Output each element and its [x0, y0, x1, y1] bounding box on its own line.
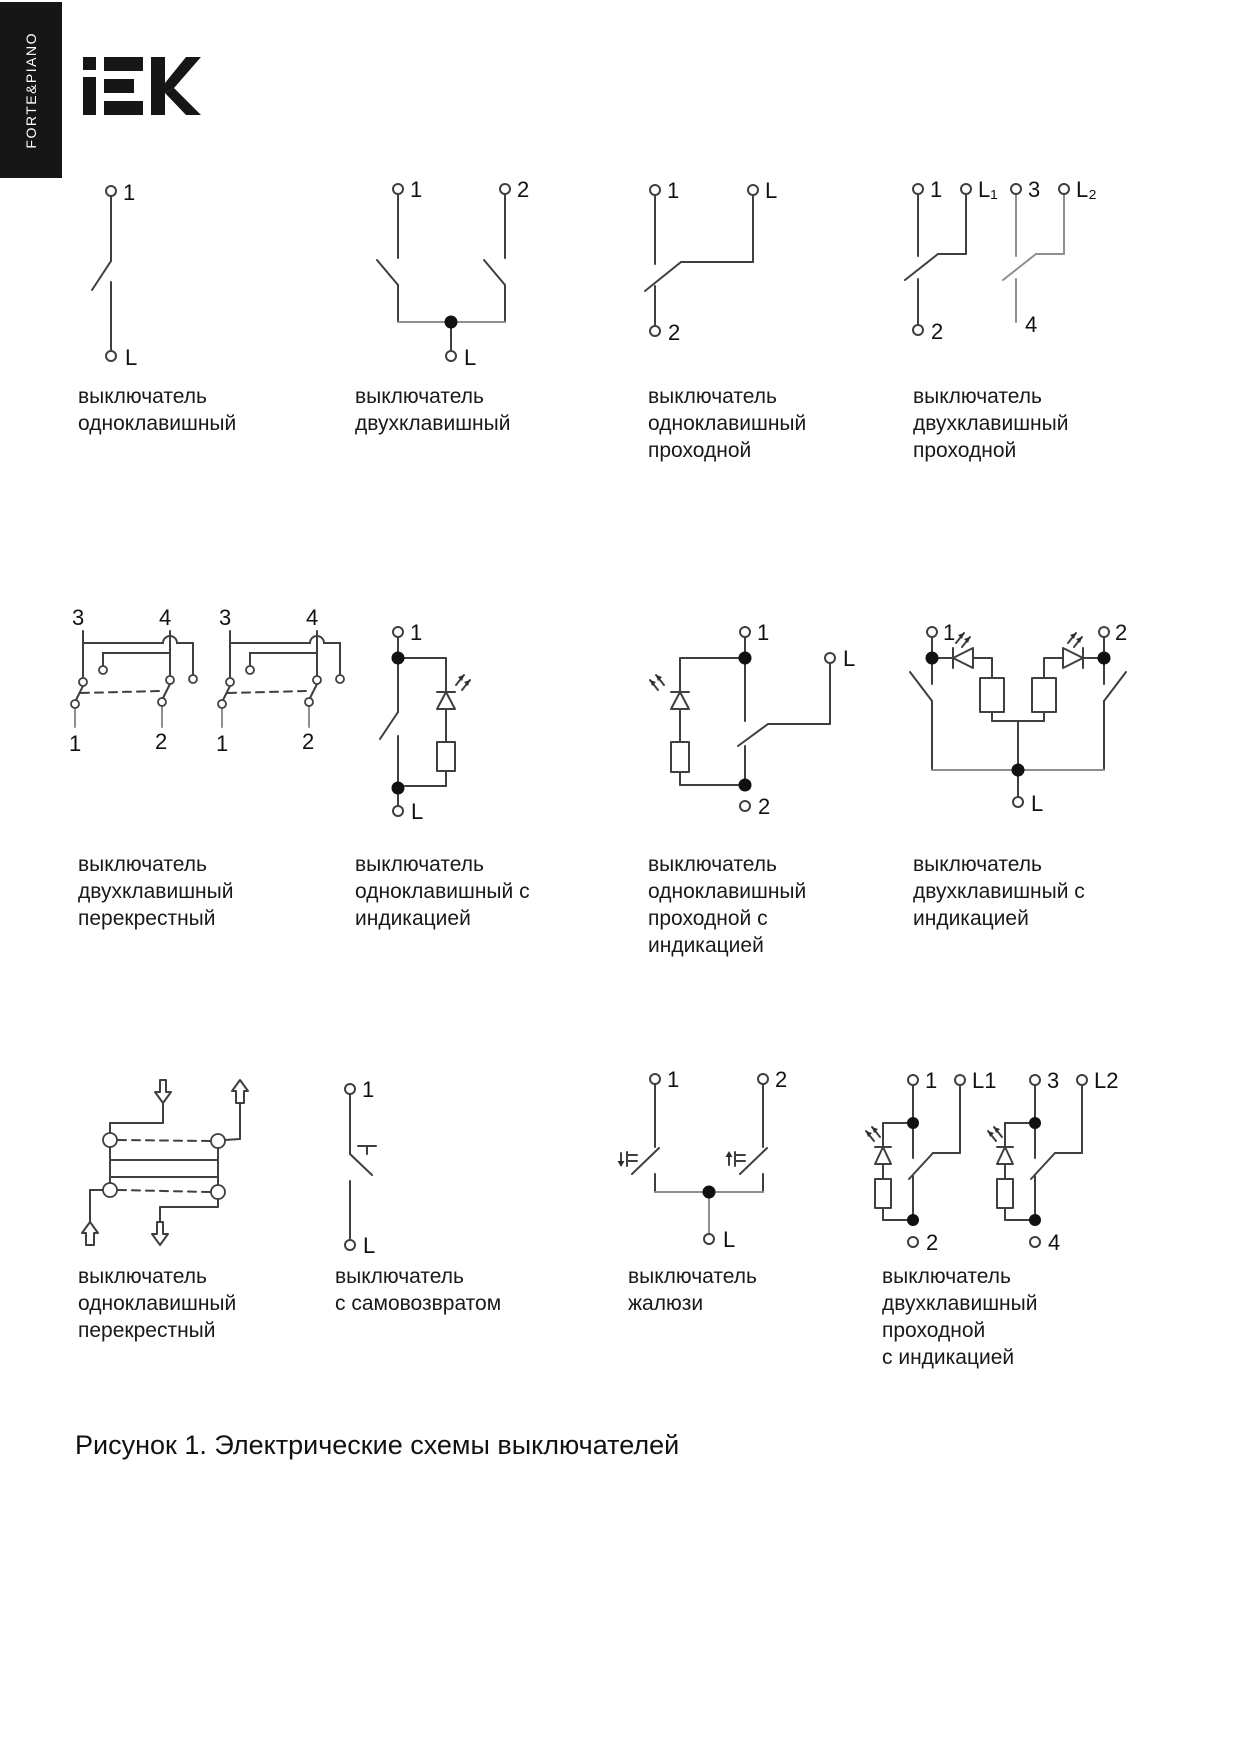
- crossover-unit: [216, 605, 344, 756]
- contact-circle: [305, 698, 313, 706]
- momentary-switch-schematic: [310, 1055, 480, 1260]
- blinds-switch-schematic: [560, 1055, 800, 1255]
- terminal-circle: [927, 627, 937, 637]
- contact-circle: [189, 675, 197, 683]
- terminal-circle: [913, 184, 923, 194]
- label-line: выключатель: [355, 853, 484, 876]
- terminal-circle: [393, 184, 403, 194]
- diagram-label-single-indicator: [355, 851, 530, 932]
- circuit-single-switch-indicator: [335, 615, 505, 832]
- circuit-double-switch-intermediate: [60, 603, 350, 766]
- label-line: с индикацией: [882, 1346, 1015, 1369]
- terminal-label: 3: [219, 605, 232, 630]
- resistor-icon: [1032, 678, 1056, 712]
- label-line: индикацией: [648, 934, 764, 957]
- terminal-circle: [500, 184, 510, 194]
- crossover-unit: [69, 605, 197, 756]
- terminal-circle: [1013, 797, 1023, 807]
- terminal-label: 1: [216, 731, 229, 756]
- terminal-label: L: [464, 345, 477, 370]
- terminal-label: 1: [667, 1067, 680, 1092]
- diagram-label-blinds: [628, 1263, 757, 1317]
- junction-dot: [739, 779, 752, 792]
- wires: [1005, 1085, 1082, 1220]
- two-way-indicator-unit: [988, 1068, 1118, 1255]
- led-icon: [650, 675, 689, 709]
- resistor-icon: [875, 1179, 891, 1208]
- circuit-momentary-switch: [310, 1055, 480, 1265]
- contact-circle: [103, 1183, 117, 1197]
- contact-circle: [211, 1134, 225, 1148]
- terminal-circle: [106, 186, 116, 196]
- contact-circle: [166, 676, 174, 684]
- resistor-icon: [997, 1179, 1013, 1208]
- terminal-label: 2: [775, 1067, 788, 1092]
- label-line: перекрестный: [78, 907, 216, 930]
- label-line: проходной с: [648, 907, 768, 930]
- single-switch-intermediate-schematic: [65, 1055, 315, 1260]
- terminal-label: 2: [926, 1230, 939, 1255]
- junction-dot: [392, 652, 405, 665]
- label-line: проходной: [882, 1319, 986, 1342]
- terminal-circle: [1059, 184, 1069, 194]
- terminal-label: L2: [1094, 1068, 1119, 1093]
- double-switch-two-way-indicator-schematic: [795, 1055, 1140, 1260]
- terminal-label: 1: [410, 620, 423, 645]
- wires: [350, 1094, 376, 1239]
- terminal-circle: [740, 627, 750, 637]
- label-line: одноклавишный: [648, 412, 807, 435]
- resistor-icon: [980, 678, 1004, 712]
- terminal-label: 2: [668, 320, 681, 345]
- label-line: одноклавишный: [78, 412, 237, 435]
- resistor-icon: [671, 742, 689, 772]
- terminal-label: 2: [155, 729, 168, 754]
- terminal-label: 1: [410, 177, 423, 202]
- circuit-double-switch-indicator: [810, 600, 1140, 837]
- diagram-label-double-switch: [355, 383, 510, 437]
- contact-circle: [226, 678, 234, 686]
- brand-logo: [83, 57, 201, 120]
- diagram-label-single-two-way-indicator: [648, 851, 806, 959]
- terminal-label: L: [1031, 791, 1044, 816]
- label-line: индикацией: [355, 907, 471, 930]
- label-line: проходной: [648, 439, 752, 462]
- double-switch-two-way-schematic: [810, 160, 1150, 375]
- label-line: выключатель: [78, 853, 207, 876]
- blinds-down-mark: [618, 1152, 638, 1167]
- terminal-circle: [106, 351, 116, 361]
- label-line: с самовозвратом: [335, 1292, 502, 1315]
- contact-circle: [71, 700, 79, 708]
- terminal-label: L: [363, 1233, 376, 1258]
- diagram-label-single-intermediate: [78, 1263, 236, 1344]
- arrow-down-icon: [152, 1222, 168, 1245]
- wires: [377, 194, 505, 350]
- junction-dot: [392, 782, 405, 795]
- junction-dot: [907, 1117, 919, 1129]
- terminal-circle: [650, 185, 660, 195]
- led-icon: [1063, 633, 1083, 668]
- series-label: FORTE&PIANO: [23, 31, 39, 149]
- label-line: выключатель: [78, 1265, 207, 1288]
- iek-logo-icon: [83, 57, 201, 115]
- figure-caption: Рисунок 1. Электрические схемы выключателей: [75, 1430, 680, 1460]
- terminal-label: 4: [159, 605, 172, 630]
- wires: [680, 637, 830, 785]
- junction-dot: [1029, 1117, 1041, 1129]
- junction-dot: [926, 652, 939, 665]
- terminal-label: 4: [306, 605, 319, 630]
- terminal-circle: [446, 351, 456, 361]
- diagram-label-single-switch: [78, 383, 236, 437]
- label-line: двухклавишный: [78, 880, 234, 903]
- label-line: выключатель: [648, 853, 777, 876]
- terminal-label: 2: [517, 177, 530, 202]
- label-line: выключатель: [882, 1265, 1011, 1288]
- terminal-label: 2: [931, 319, 944, 344]
- label-line: двухклавишный: [913, 412, 1069, 435]
- diagram-label-double-intermediate: [78, 851, 233, 932]
- junction-dot: [1098, 652, 1111, 665]
- contact-circle: [211, 1185, 225, 1199]
- contact-circle: [79, 678, 87, 686]
- circuit-single-switch: [65, 160, 305, 380]
- single-switch-two-way-schematic: [575, 160, 805, 375]
- junction-dot: [1012, 764, 1025, 777]
- wires: [75, 631, 193, 727]
- circuit-double-switch-two-way: [810, 160, 1150, 380]
- terminal-label: L: [411, 799, 424, 824]
- resistor-icon: [437, 742, 455, 771]
- terminal-label: 2: [758, 794, 771, 819]
- terminal-label: 1: [943, 620, 956, 645]
- led-icon: [953, 633, 973, 668]
- diagram-label-double-indicator: [913, 851, 1085, 932]
- contact-circle: [218, 700, 226, 708]
- diagram-label-double-two-way-indicator: [882, 1263, 1037, 1371]
- terminal-circle: [393, 806, 403, 816]
- terminal-circle: [1011, 184, 1021, 194]
- label-line: двухклавишный с: [913, 880, 1085, 903]
- diagram-label-momentary: [335, 1263, 501, 1317]
- label-line: перекрестный: [78, 1319, 216, 1342]
- led-icon: [437, 675, 470, 709]
- label-line: проходной: [913, 439, 1017, 462]
- terminal-label: 2: [302, 729, 315, 754]
- label-line: выключатель: [628, 1265, 757, 1288]
- terminal-circle: [961, 184, 971, 194]
- label-line: выключатель: [355, 385, 484, 408]
- contact-circle: [99, 666, 107, 674]
- junction-dot: [445, 316, 458, 329]
- label-line: выключатель: [335, 1265, 464, 1288]
- circuit-single-switch-two-way: [575, 160, 805, 380]
- label-line: двухклавишный: [882, 1292, 1038, 1315]
- arrow-up-icon: [232, 1080, 248, 1103]
- junction-dot: [1029, 1214, 1041, 1226]
- wires: [380, 637, 446, 805]
- led-icon: [988, 1127, 1013, 1164]
- terminal-circle: [1030, 1237, 1040, 1247]
- terminal-label: 1: [69, 731, 82, 756]
- terminal-circle: [345, 1240, 355, 1250]
- terminal-label: L: [723, 1227, 736, 1252]
- terminal-label: 2: [1115, 620, 1128, 645]
- series-tab: [0, 2, 62, 178]
- label-line: индикацией: [913, 907, 1029, 930]
- single-switch-schematic: [65, 160, 305, 375]
- terminal-label: 1: [925, 1068, 938, 1093]
- label-line: одноклавишный: [648, 880, 807, 903]
- terminal-circle: [908, 1237, 918, 1247]
- contact-circle: [313, 676, 321, 684]
- wires: [92, 196, 111, 350]
- terminal-label: 4: [1025, 312, 1038, 337]
- label-line: выключатель: [648, 385, 777, 408]
- label-line: выключатель: [78, 385, 207, 408]
- circuit-single-switch-intermediate: [65, 1055, 315, 1265]
- terminal-circle: [748, 185, 758, 195]
- double-switch-indicator-schematic: [810, 600, 1140, 832]
- terminal-label: 1: [930, 177, 943, 202]
- contact-circle: [158, 698, 166, 706]
- terminal-circle: [1030, 1075, 1040, 1085]
- led-icon: [866, 1127, 891, 1164]
- terminal-circle: [345, 1084, 355, 1094]
- circuit-blinds-switch: [560, 1055, 800, 1260]
- circuit-double-switch-two-way-indicator: [795, 1055, 1140, 1265]
- terminal-circle: [758, 1074, 768, 1084]
- terminal-label: 1: [362, 1077, 375, 1102]
- two-way-indicator-unit: [866, 1068, 996, 1255]
- wires: [883, 1085, 960, 1220]
- label-line: выключатель: [913, 853, 1042, 876]
- terminal-label: 1: [123, 180, 136, 205]
- double-switch-schematic: [330, 160, 560, 375]
- diagram-label-single-two-way: [648, 383, 806, 464]
- wires-unit1: [905, 194, 966, 324]
- terminal-circle: [393, 627, 403, 637]
- terminal-circle: [1077, 1075, 1087, 1085]
- arrow-down-icon: [155, 1080, 171, 1103]
- terminal-circle: [650, 326, 660, 336]
- terminal-circle: [913, 325, 923, 335]
- contact-circle: [246, 666, 254, 674]
- junction-dot: [907, 1214, 919, 1226]
- label-line: жалюзи: [628, 1292, 704, 1315]
- wires: [222, 631, 340, 727]
- label-line: выключатель: [913, 385, 1042, 408]
- junction-dot: [739, 652, 752, 665]
- single-switch-indicator-schematic: [335, 615, 505, 827]
- label-line: одноклавишный с: [355, 880, 530, 903]
- terminal-circle: [704, 1234, 714, 1244]
- terminal-label: L₁: [978, 177, 998, 202]
- wires: [632, 1084, 767, 1233]
- terminal-label: L: [843, 646, 856, 671]
- terminal-label: 3: [1047, 1068, 1060, 1093]
- terminal-label: L: [765, 178, 778, 203]
- contact-circle: [103, 1133, 117, 1147]
- label-line: двухклавишный: [355, 412, 511, 435]
- terminal-circle: [955, 1075, 965, 1085]
- label-line: одноклавишный: [78, 1292, 237, 1315]
- circuit-double-switch: [330, 160, 560, 380]
- diagram-label-double-two-way: [913, 383, 1068, 464]
- wires-unit2: [1003, 194, 1064, 322]
- terminal-label: 3: [72, 605, 85, 630]
- terminal-label: 4: [1048, 1230, 1061, 1255]
- terminal-circle: [908, 1075, 918, 1085]
- wires: [645, 195, 753, 325]
- terminal-label: 3: [1028, 177, 1041, 202]
- terminal-label: 1: [667, 178, 680, 203]
- terminal-label: 1: [757, 620, 770, 645]
- blinds-up-mark: [726, 1151, 746, 1166]
- junction-dot: [703, 1186, 716, 1199]
- terminal-label: L₂: [1076, 177, 1097, 202]
- terminal-circle: [650, 1074, 660, 1084]
- wires: [90, 1103, 240, 1222]
- terminal-label: L1: [972, 1068, 997, 1093]
- terminal-label: L: [125, 345, 138, 370]
- terminal-circle: [1099, 627, 1109, 637]
- terminal-circle: [740, 801, 750, 811]
- double-switch-intermediate-schematic: [60, 603, 350, 761]
- arrow-up-icon: [82, 1222, 98, 1245]
